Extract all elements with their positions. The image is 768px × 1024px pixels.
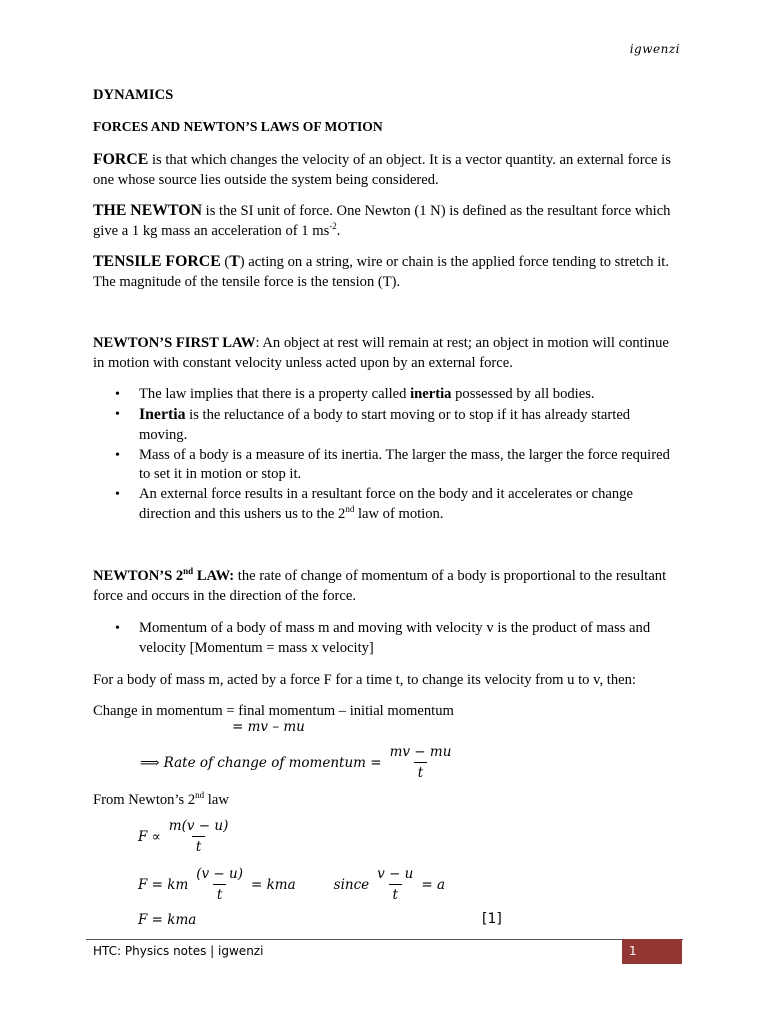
eq3-fraction [192,866,247,903]
force-kma-equation: F = kma [138,912,197,928]
bullet-sup: nd [345,504,355,515]
change-momentum-line: Change in momentum = final momentum – initial momentum [93,703,454,719]
momentum-expression: = mv – mu [232,719,305,735]
proportionality-equation [138,818,236,855]
eq3-numerator: (v − u) [196,866,243,882]
force-term: FORCE [93,151,149,168]
bullet-text: possessed by all bodies. [451,386,595,402]
eq3-denominator: t [213,884,226,903]
force-km-equation [138,866,445,903]
bullet-text: law of motion. [354,506,444,523]
rate-denominator: t [414,762,427,781]
since-denominator: t [389,884,402,903]
bullet-text: An external force results in a resultant force on the body and it accelerates or change direction and this ushers us to the 2 [139,486,633,523]
second-law [93,567,678,606]
bullet-bold: Inertia [139,406,186,424]
since-rhs: = a [421,876,446,893]
newton-term: THE NEWTON [93,202,202,219]
equation-number: [1] [482,911,502,927]
rate-equation [140,744,459,781]
footer-text: HTC: Physics notes | igwenzi [93,944,264,958]
since-fraction [373,866,417,903]
body-paragraph: For a body of mass m, acted by a force F for a time t, to change its velocity from u to v, then: [93,672,636,688]
second-law-term-end: LAW: [193,568,235,584]
bullet-text: Mass of a body is a measure of its inertia. The larger the mass, the larger the force required to set it in motion or stop it. [139,446,670,483]
from-sup: nd [195,790,205,801]
second-law-term: NEWTON’S 2 [93,568,184,584]
bullet-bold: inertia [410,386,452,402]
first-law-bullets [93,385,678,525]
from-newton-line [93,791,678,811]
newton-sup: -2 [329,220,337,231]
prop-fraction [165,818,233,855]
second-law-bullets [93,619,678,659]
rate-fraction [386,744,456,781]
second-law-text: the rate of change of momentum of a body is proportional to the resultant force and occurs in the direction of the force. [93,568,667,604]
rate-numerator: mv − mu [389,744,452,760]
from-text: From Newton’s 2 [93,792,196,808]
bullet-text: is the reluctance of a body to start moving or to stop if it has already started moving. [139,407,631,443]
newton-definition [93,201,678,241]
force-text: is that which changes the velocity of an object. It is a vector quantity. an external force is one whose source lies outside the system being considered. [93,152,671,188]
first-law-text: : An object at rest will remain at rest; an object in motion will continue in motion with constant velocity unless acted upon by an external force. [93,335,669,371]
since-numerator: v − u [377,866,414,882]
prop-denominator: t [192,836,205,855]
bullet-text: Momentum of a body of mass m and moving with velocity v is the product of mass and velocity [Momentum = mass x velocity] [139,620,651,656]
page-title: DYNAMICS [93,87,174,103]
tensile-term: TENSILE FORCE [93,253,221,270]
eq3-lhs: F = km [138,876,189,893]
list-item [93,485,678,524]
first-law-term: NEWTON’S FIRST LAW [93,335,256,351]
tensile-text: ) acting on a string, wire or chain is the applied force tending to stretch it. The magnitude of the tensile force is the tension (T). [93,254,669,290]
first-law [93,334,678,373]
force-definition [93,150,678,190]
rate-lhs: ⟹ Rate of change of momentum = [140,754,382,771]
header-author: igwenzi [629,42,680,56]
prop-lhs: F ∝ [138,828,161,845]
page-number: 1 [622,939,682,964]
newton-text: is the SI unit of force. One Newton (1 N) is defined as the resultant force which give a 1 kg mass an acceleration of 1 ms [93,203,671,239]
list-item [93,446,678,485]
bullet-text: The law implies that there is a property called [139,386,411,402]
section-heading: FORCES AND NEWTON’S LAWS OF MOTION [93,119,383,134]
newton-end: . [336,222,341,239]
since-word: since [333,876,370,893]
tensile-definition [93,252,678,292]
prop-numerator: m(v − u) [168,818,229,834]
eq3-rhs: = kma [251,876,296,893]
list-item [93,385,678,405]
second-law-sup: nd [183,566,194,577]
tensile-symbol: T [229,253,240,270]
list-item [93,405,678,445]
from-text-end: law [204,792,229,808]
list-item [93,619,678,658]
footer-divider [86,939,683,940]
tensile-open: ( [220,254,230,270]
